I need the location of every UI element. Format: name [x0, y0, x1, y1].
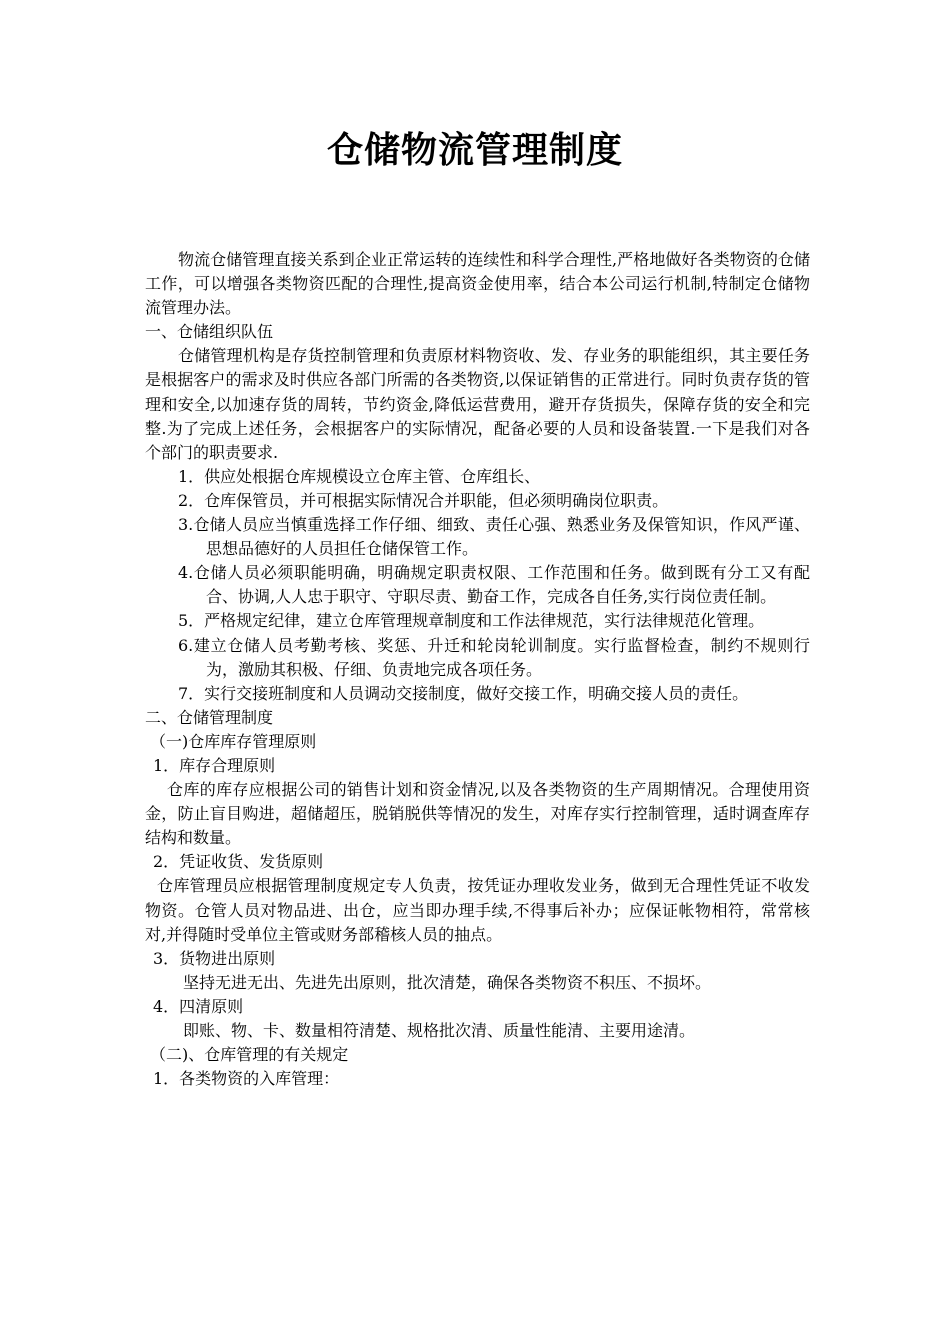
- list-item: 6.建立仓储人员考勤考核、奖惩、升迁和轮岗轮训制度。实行监督检查，制约不规则行为，激励其积极、仔细、负责地完成各项任务。: [178, 635, 810, 679]
- rule-title: 1．各类物资的入库管理：: [153, 1069, 340, 1089]
- rule-title: 1．库存合理原则: [153, 755, 276, 775]
- list-item: 4.仓储人员必须职能明确，明确规定职责权限、工作范围和任务。做到既有分工又有配合、协调,人人忠于职守、守职尽责、勤奋工作，完成各自任务,实行岗位责任制。: [178, 563, 810, 607]
- document-body: [145, 248, 810, 1091]
- rule-title: 3．货物进出原则: [153, 948, 276, 968]
- list-item: 7．实行交接班制度和人员调动交接制度，做好交接工作，明确交接人员的责任。: [178, 683, 749, 703]
- document-title: 仓储物流管理制度: [326, 129, 623, 171]
- rule-title: 4．四清原则: [153, 996, 244, 1016]
- subsection-heading-1: （一)仓库库存管理原则: [150, 731, 317, 751]
- rule-text: 坚持无进无出、先进先出原则，批次清楚，确保各类物资不积压、不损坏。: [183, 972, 712, 992]
- rule-text: 仓库的库存应根据公司的销售计划和资金情况,以及各类物资的生产周期情况。合理使用资金，防止盲目购进，超储超压，脱销脱供等情况的发生，对库存实行控制管理，适时调查库存结构和数量。: [145, 780, 810, 848]
- list-item: 2．仓库保管员，并可根据实际情况合并职能，但必须明确岗位职责。: [178, 490, 669, 510]
- rule-text: 仓库管理员应根据管理制度规定专人负责，按凭证办理收发业务，做到无合理性凭证不收发物资。仓管人员对物品进、出仓，应当即办理手续,不得事后补办；应保证帐物相符，常常核对,并得随时受单位主管或财务部稽核人员的抽点。: [145, 876, 810, 944]
- section1-paragraph: 仓储管理机构是存货控制管理和负责原材料物资收、发、存业务的职能组织，其主要任务是根据客户的需求及时供应各部门所需的各类物资,以保证销售的正常进行。同时负责存货的管理和安全,以加速存货的周转，节约资金,降低运营费用，避开存货损失，保障存货的安全和完整.为了完成上述任务，会根据客户的实际情况，配备必要的人员和设备装置.一下是我们对各个部门的职责要求.: [145, 346, 810, 462]
- rule-text: 即账、物、卡、数量相符清楚、规格批次清、质量性能清、主要用途清。: [183, 1021, 696, 1040]
- subsection-heading-2: （二)、仓库管理的有关规定: [150, 1045, 349, 1065]
- section-heading-1: 一、仓储组织队伍: [145, 322, 274, 342]
- section-heading-2: 二、仓储管理制度: [145, 707, 274, 727]
- intro-paragraph: 物流仓储管理直接关系到企业正常运转的连续性和科学合理性,严格地做好各类物资的仓储工作，可以增强各类物资匹配的合理性,提高资金使用率，结合本公司运行机制,特制定仓储物流管理办法。: [145, 250, 810, 318]
- rule-title: 2．凭证收货、发货原则: [153, 852, 324, 872]
- list-item: 1．供应处根据仓库规模设立仓库主管、仓库组长、: [178, 466, 541, 486]
- list-item: 5．严格规定纪律，建立仓库管理规章制度和工作法律规范，实行法律规范化管理。: [178, 611, 765, 631]
- list-item: 3.仓储人员应当慎重选择工作仔细、细致、责任心强、熟悉业务及保管知识，作风严谨、思想品德好的人员担任仓储保管工作。: [178, 515, 810, 559]
